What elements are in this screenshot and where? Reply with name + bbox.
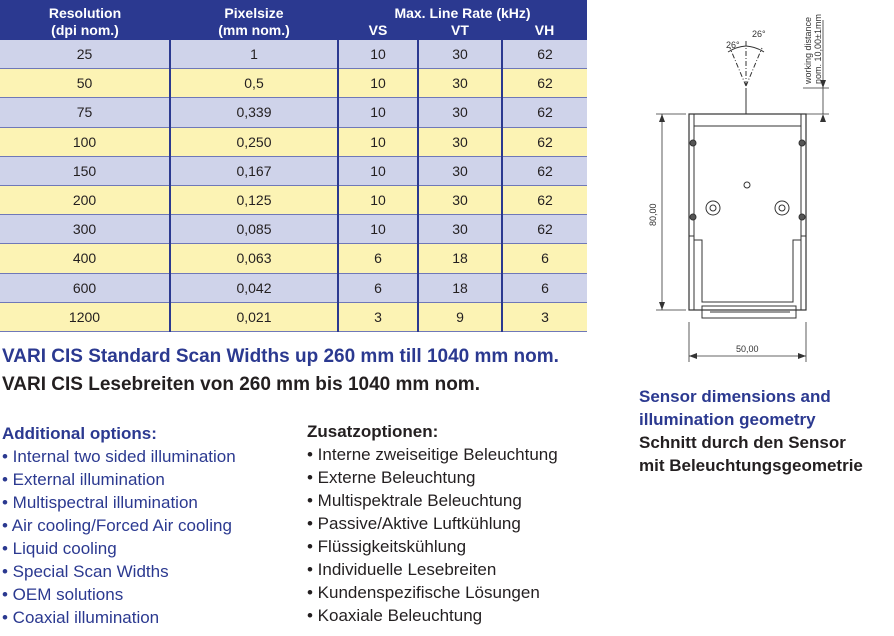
drawing-caption	[639, 385, 863, 477]
list-item: • Kundenspezifische Lösungen	[307, 583, 540, 602]
table-cell: 10	[338, 127, 418, 156]
table-row	[0, 40, 587, 69]
table-cell: 10	[338, 98, 418, 127]
table-cell: 25	[0, 40, 170, 69]
headline-english: VARI CIS Standard Scan Widths up 260 mm till 1040 mm nom.	[2, 346, 559, 367]
table-cell: 10	[338, 185, 418, 214]
table-cell: 150	[0, 156, 170, 185]
caption-de-line2: mit Beleuchtungsgeometrie	[639, 456, 863, 475]
table-cell: 6	[502, 273, 587, 302]
table-cell: 62	[502, 185, 587, 214]
table-cell: 30	[418, 215, 502, 244]
height-dimension: 80,00	[648, 203, 658, 226]
working-distance-label: working distance	[803, 16, 813, 84]
list-item: • External illumination	[2, 470, 165, 489]
width-dimension: 50,00	[736, 344, 759, 354]
table-row	[0, 185, 587, 214]
table-cell: 62	[502, 69, 587, 98]
header-line-rate: Max. Line Rate (kHz)	[338, 0, 587, 22]
table-cell: 10	[338, 40, 418, 69]
table-cell: 30	[418, 40, 502, 69]
table-cell: 62	[502, 215, 587, 244]
angle-label-right: 26°	[752, 29, 766, 39]
table-cell: 600	[0, 273, 170, 302]
table-cell: 0,167	[170, 156, 338, 185]
table-cell: 0,125	[170, 185, 338, 214]
header-resolution-unit: (dpi nom.)	[0, 22, 170, 40]
table-row	[0, 127, 587, 156]
table-cell: 0,250	[170, 127, 338, 156]
list-item: • Flüssigkeitskühlung	[307, 537, 467, 556]
options-english	[2, 422, 236, 629]
table-cell: 6	[502, 244, 587, 273]
table-cell: 300	[0, 215, 170, 244]
table-row	[0, 302, 587, 331]
sensor-technical-drawing	[630, 0, 894, 372]
options-english-title: Additional options:	[2, 424, 157, 443]
table-cell: 30	[418, 98, 502, 127]
headline-german: VARI CIS Lesebreiten von 260 mm bis 1040 mm nom.	[2, 374, 480, 395]
table-cell: 3	[338, 302, 418, 331]
table-cell: 0,085	[170, 215, 338, 244]
header-pixelsize: Pixelsize	[170, 0, 338, 22]
table-row	[0, 69, 587, 98]
table-cell: 6	[338, 273, 418, 302]
list-item: • Liquid cooling	[2, 539, 117, 558]
table-cell: 75	[0, 98, 170, 127]
illumination-ray-right	[746, 48, 762, 86]
table-cell: 10	[338, 215, 418, 244]
list-item: • Koaxiale Beleuchtung	[307, 606, 483, 625]
options-german-title: Zusatzoptionen:	[307, 422, 439, 441]
table-cell: 62	[502, 98, 587, 127]
header-resolution: Resolution	[0, 0, 170, 22]
list-item: • Individuelle Lesebreiten	[307, 560, 497, 579]
table-cell: 0,021	[170, 302, 338, 331]
list-item: • Internal two sided illumination	[2, 447, 236, 466]
list-item: • Special Scan Widths	[2, 562, 169, 581]
caption-en-line2: illumination geometry	[639, 410, 816, 429]
options-german	[307, 420, 558, 627]
table-cell: 100	[0, 127, 170, 156]
header-vt: VT	[418, 22, 502, 40]
list-item: • Passive/Aktive Luftkühlung	[307, 514, 521, 533]
working-distance-value: nom. 10,00±1mm	[813, 14, 823, 84]
header-pixelsize-unit: (mm nom.)	[170, 22, 338, 40]
table-row	[0, 244, 587, 273]
table-cell: 30	[418, 156, 502, 185]
list-item: • OEM solutions	[2, 585, 124, 604]
table-cell: 1200	[0, 302, 170, 331]
table-cell: 400	[0, 244, 170, 273]
table-cell: 0,063	[170, 244, 338, 273]
table-cell: 18	[418, 273, 502, 302]
table-row	[0, 98, 587, 127]
angle-label-left: 26°	[726, 40, 740, 50]
header-vs: VS	[338, 22, 418, 40]
header-vh: VH	[502, 22, 587, 40]
caption-en-line1: Sensor dimensions and	[639, 387, 831, 406]
caption-de-line1: Schnitt durch den Sensor	[639, 433, 846, 452]
table-cell: 10	[338, 156, 418, 185]
table-cell: 0,042	[170, 273, 338, 302]
sensor-housing	[689, 114, 806, 310]
specification-table	[0, 0, 587, 332]
table-cell: 62	[502, 127, 587, 156]
list-item: • Externe Beleuchtung	[307, 468, 476, 487]
illumination-ray-left	[730, 48, 746, 86]
list-item: • Multispectral illumination	[2, 493, 198, 512]
table-cell: 50	[0, 69, 170, 98]
table-cell: 62	[502, 156, 587, 185]
table-row	[0, 215, 587, 244]
list-item: • Multispektrale Beleuchtung	[307, 491, 522, 510]
table-row	[0, 156, 587, 185]
table-cell: 0,5	[170, 69, 338, 98]
table-cell: 6	[338, 244, 418, 273]
table-row	[0, 273, 587, 302]
list-item: • Coaxial illumination	[2, 608, 160, 627]
list-item: • Air cooling/Forced Air cooling	[2, 516, 232, 535]
table-cell: 62	[502, 40, 587, 69]
table-cell: 30	[418, 185, 502, 214]
table-cell: 30	[418, 69, 502, 98]
table-cell: 3	[502, 302, 587, 331]
table-cell: 0,339	[170, 98, 338, 127]
table-cell: 200	[0, 185, 170, 214]
list-item: • Interne zweiseitige Beleuchtung	[307, 445, 558, 464]
table-cell: 30	[418, 127, 502, 156]
table-cell: 1	[170, 40, 338, 69]
table-cell: 18	[418, 244, 502, 273]
table-cell: 10	[338, 69, 418, 98]
table-cell: 9	[418, 302, 502, 331]
